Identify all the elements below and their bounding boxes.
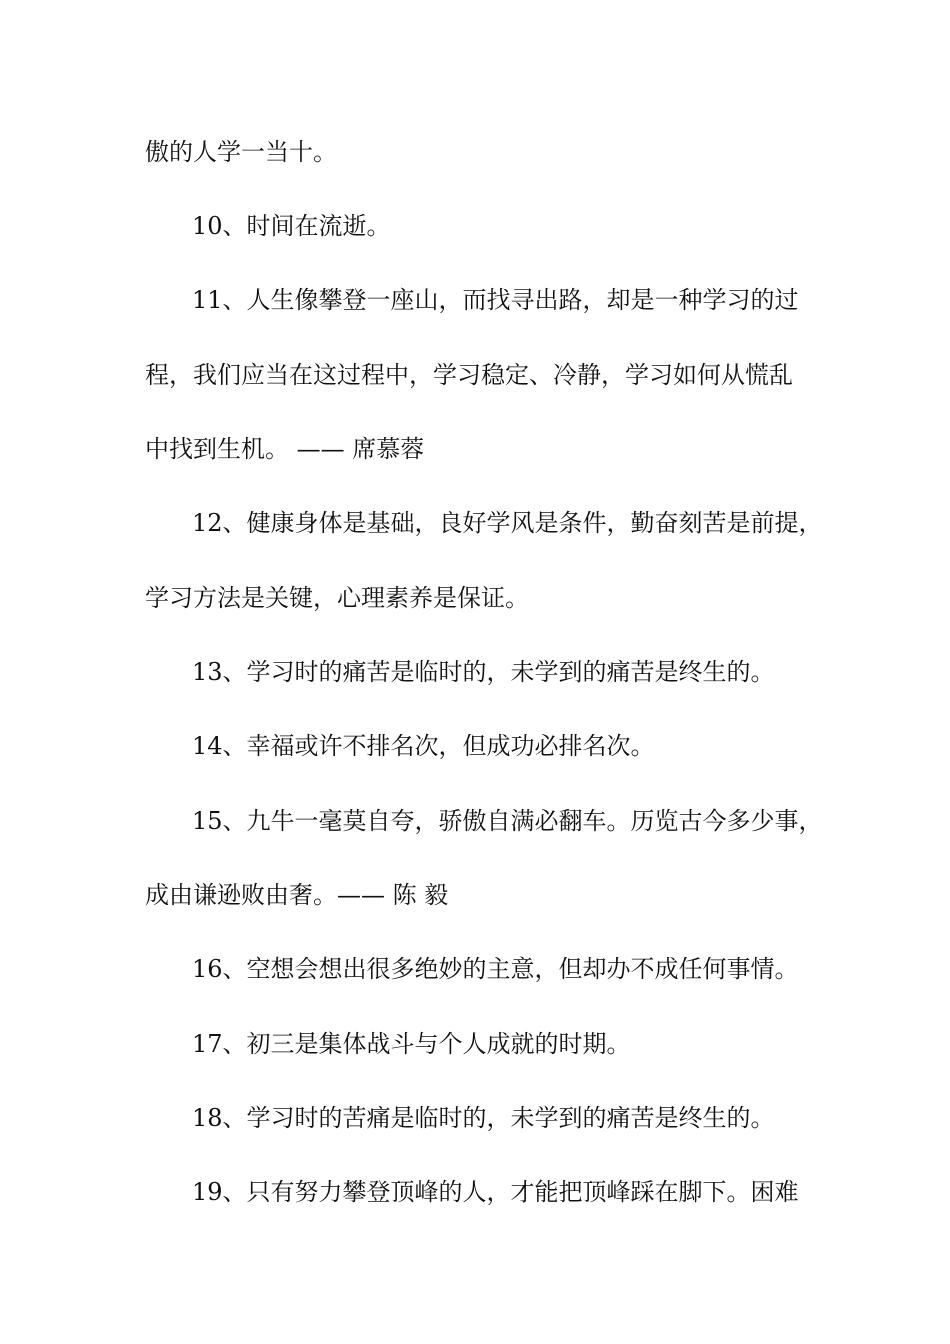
quote-12-line-1: 12、健康身体是基础，良好学风是条件，勤奋刻苦是前提， (192, 509, 823, 537)
quote-17: 17、初三是集体战斗与个人成就的时期。 (192, 1030, 631, 1058)
quote-11-line-2: 程，我们应当在这过程中，学习稳定、冷静，学习如何从慌乱 (145, 361, 793, 389)
quote-14: 14、幸福或许不排名次，但成功必排名次。 (192, 732, 655, 760)
quote-15-line-2: 成由谦逊败由奢。—— 陈 毅 (145, 881, 449, 909)
quote-11-line-1: 11、人生像攀登一座山，而找寻出路，却是一种学习的过 (192, 286, 799, 314)
quote-19-line-1: 19、只有努力攀登顶峰的人，才能把顶峰踩在脚下。困难 (192, 1178, 799, 1206)
quote-13: 13、学习时的痛苦是临时的，未学到的痛苦是终生的。 (192, 658, 775, 686)
quote-15-line-1: 15、九牛一毫莫自夸，骄傲自满必翻车。历览古今多少事， (192, 807, 823, 835)
quote-16: 16、空想会想出很多绝妙的主意，但却办不成任何事情。 (192, 955, 799, 983)
quote-18: 18、学习时的苦痛是临时的，未学到的痛苦是终生的。 (192, 1104, 775, 1132)
quote-11-line-3: 中找到生机。 —— 席慕蓉 (145, 435, 425, 463)
text-line-continuation: 傲的人学一当十。 (145, 138, 337, 166)
quote-12-line-2: 学习方法是关键，心理素养是保证。 (145, 584, 529, 612)
quote-10: 10、时间在流逝。 (192, 212, 391, 240)
